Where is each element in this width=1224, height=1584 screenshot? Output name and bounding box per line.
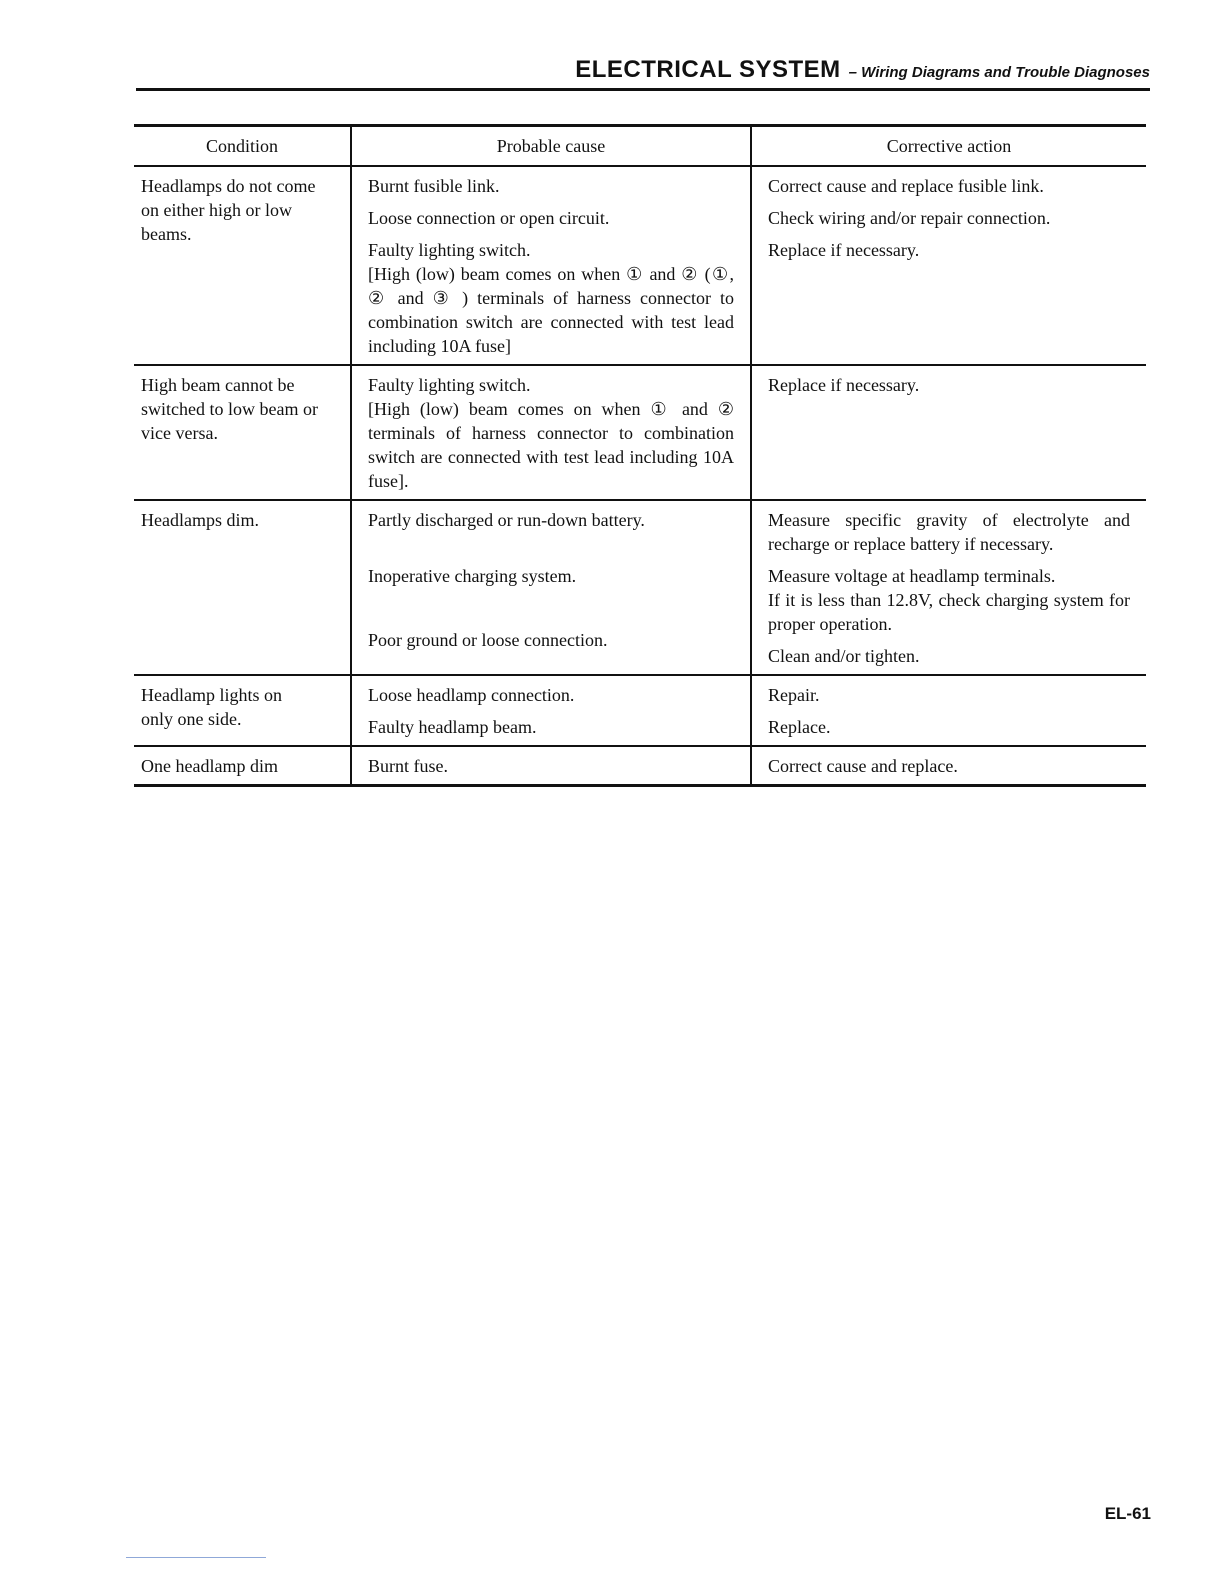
condition-cell (134, 166, 351, 365)
condition-text: Headlamps dim. (141, 510, 259, 530)
action-cell (751, 500, 1146, 675)
column-header-probable-cause: Probable cause (351, 126, 751, 167)
condition-cell (134, 746, 351, 786)
page-number: EL-61 (1104, 1504, 1151, 1523)
column-header-corrective-action: Corrective action (751, 126, 1146, 167)
action-item: Repair. (768, 685, 820, 705)
scan-artifact-line (126, 1557, 266, 1558)
cause-item: Inoperative charging system. (368, 566, 577, 586)
action-item: Correct cause and replace. (768, 756, 958, 776)
action-cell (751, 365, 1146, 500)
condition-cell (134, 500, 351, 675)
table-row (134, 675, 1146, 746)
cause-item: Partly discharged or run-down battery. (368, 510, 645, 530)
table-row (134, 746, 1146, 786)
action-item: Replace if necessary. (768, 375, 920, 395)
cause-item: Loose connection or open circuit. (368, 208, 610, 228)
condition-text: High beam cannot be switched to low beam or vice versa. (141, 375, 318, 443)
cause-cell (351, 166, 751, 365)
condition-cell (134, 675, 351, 746)
action-cell (751, 746, 1146, 786)
header-rule (136, 88, 1150, 91)
cause-item: Loose headlamp connection. (368, 685, 575, 705)
cause-cell (351, 746, 751, 786)
table-row (134, 166, 1146, 365)
action-cell (751, 675, 1146, 746)
condition-cell (134, 365, 351, 500)
table-row (134, 500, 1146, 675)
action-item: Measure voltage at headlamp terminals. (768, 566, 1056, 586)
action-item: Measure specific gravity of electrolyte and recharge or replace battery if necessary. (768, 510, 1130, 554)
action-item: If it is less than 12.8V, check charging system for proper operation. (768, 590, 1130, 634)
troubleshooting-table-wrapper (134, 124, 1146, 787)
action-cell (751, 166, 1146, 365)
cause-item: Burnt fuse. (368, 756, 448, 776)
section-title: ELECTRICAL SYSTEM (575, 56, 841, 83)
cause-item: [High (low) beam comes on when ① and ② (①, ② and ③ ) terminals of harness connector to combination switch are connected with test lead including 10A fuse] (368, 264, 734, 356)
action-item: Replace if necessary. (768, 240, 920, 260)
section-subtitle: – Wiring Diagrams and Trouble Diagnoses (848, 64, 1150, 81)
table-row (134, 365, 1146, 500)
action-item: Replace. (768, 717, 831, 737)
condition-text: Headlamp lights on only one side. (141, 685, 282, 729)
action-item: Correct cause and replace fusible link. (768, 176, 1044, 196)
column-header-condition: Condition (205, 135, 278, 156)
table-header-row (134, 126, 1146, 167)
cause-item: Poor ground or loose connection. (368, 630, 608, 650)
action-item: Clean and/or tighten. (768, 646, 920, 666)
cause-item: [High (low) beam comes on when ① and ② terminals of harness connector to combination switch are connected with test lead including 10A fuse]. (368, 399, 734, 491)
cause-cell (351, 500, 751, 675)
page-header (136, 56, 1150, 90)
action-item: Check wiring and/or repair connection. (768, 208, 1051, 228)
cause-cell (351, 675, 751, 746)
cause-item: Faulty lighting switch. (368, 375, 531, 395)
troubleshooting-table (134, 124, 1146, 787)
condition-text: Headlamps do not come on either high or low beams. (141, 176, 316, 244)
condition-text: One headlamp dim (141, 756, 278, 776)
cause-item: Burnt fusible link. (368, 176, 500, 196)
cause-item: Faulty lighting switch. (368, 240, 531, 260)
cause-cell (351, 365, 751, 500)
cause-item: Faulty headlamp beam. (368, 717, 537, 737)
